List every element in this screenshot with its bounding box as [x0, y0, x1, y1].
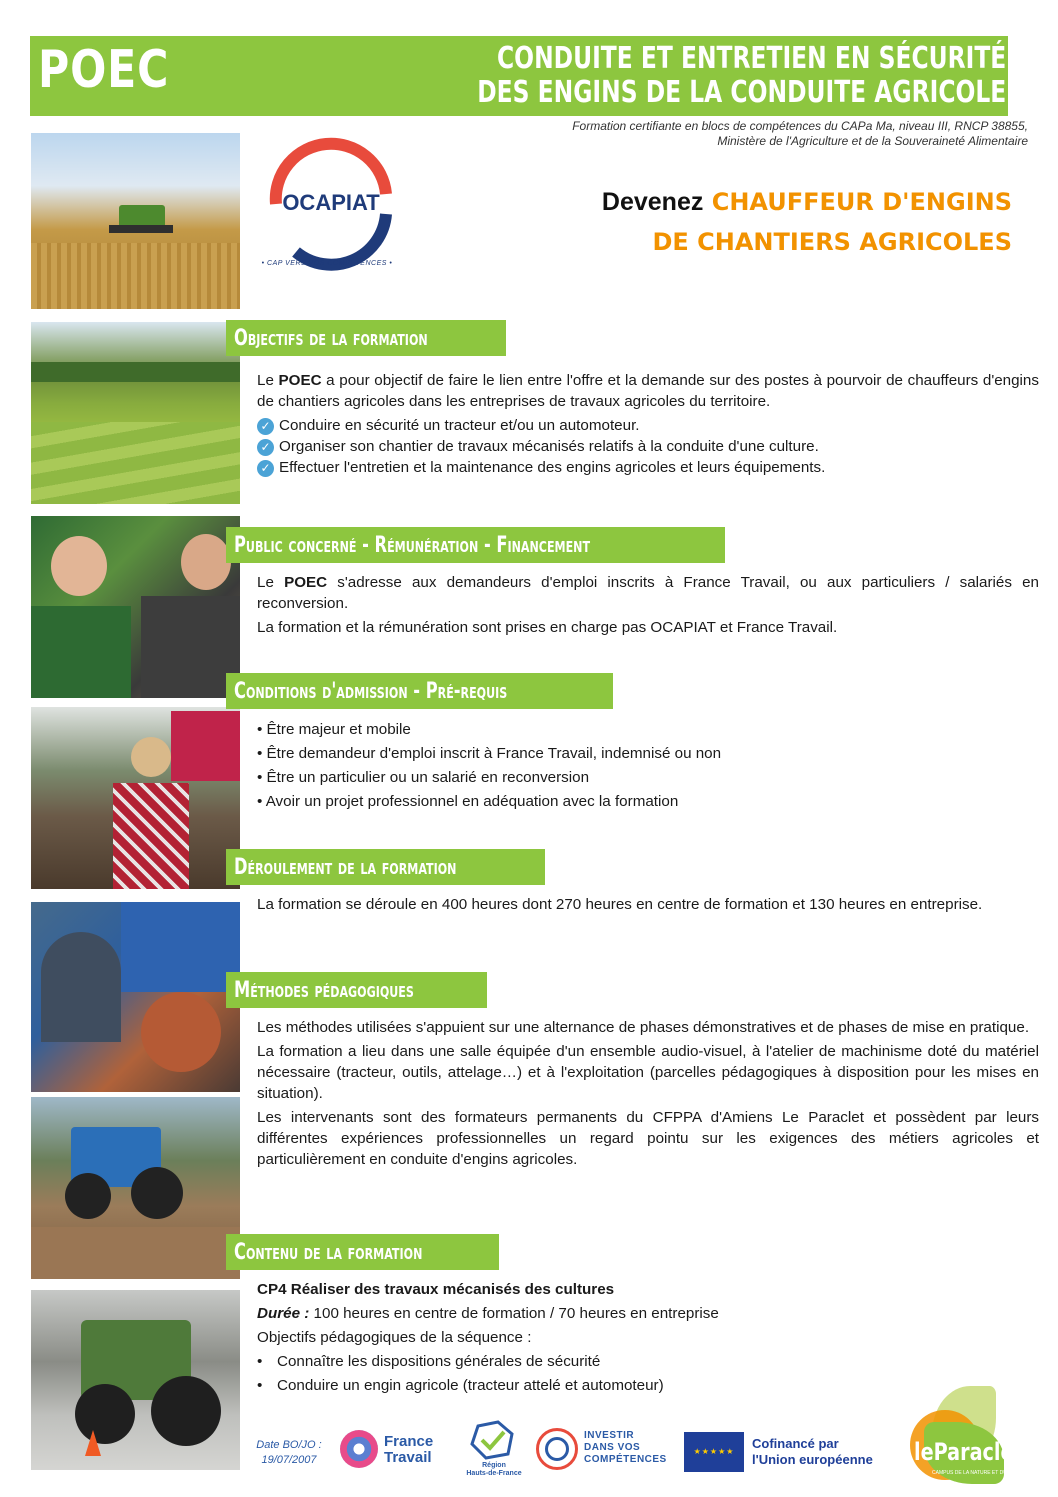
date-label: Date BO/JO : — [256, 1439, 322, 1451]
region-map-icon — [468, 1420, 516, 1460]
region-hdf-logo — [462, 1420, 526, 1480]
photo-girl-tractor — [31, 707, 240, 889]
methodes-p1: Les méthodes utilisées s'appuient sur une alternance de phases démonstratives et de phases de mise en pratique. — [257, 1019, 1030, 1036]
list-item: ✓ Conduire en sécurité un tracteur et/ou un automoteur. — [257, 415, 1039, 436]
photo-landscape — [31, 322, 240, 504]
paraclet-sub: CAMPUS DE LA NATURE ET DU VIVANT — [932, 1470, 1026, 1476]
header-title-line2: DES ENGINS DE LA CONDUITE AGRICOLE — [476, 75, 1006, 110]
list-item: • Être demandeur d'emploi inscrit à France Travail, indemnisé ou non — [257, 745, 722, 762]
photo-workers — [31, 516, 240, 698]
photo-harvester-field — [31, 133, 240, 309]
paraclet-le: le — [914, 1438, 934, 1466]
list-item: • Connaître les dispositions générales de sécurité — [257, 1351, 1039, 1372]
investir-line2: DANS VOS — [584, 1442, 641, 1453]
footer-date — [244, 1438, 334, 1468]
section-contenu-title: Contenu de la formation — [234, 1239, 423, 1265]
section-contenu-header — [226, 1234, 499, 1270]
section-objectifs-body — [257, 370, 1039, 478]
header-title-line1: CONDUITE ET ENTRETIEN EN SÉCURITÉ — [496, 41, 1006, 76]
public-p2: La formation et la rémunération sont prises en charge pas OCAPIAT et France Travail. — [257, 619, 838, 636]
section-conditions-title: Conditions d'admission - Pré-requis — [234, 678, 508, 704]
section-deroulement-title: Déroulement de la formation — [234, 854, 457, 880]
subtitle-line2: Ministère de l'Agriculture et de la Souveraineté Alimentaire — [717, 134, 1028, 148]
headline-line1: CHAUFFEUR D'ENGINS — [711, 188, 1012, 216]
eu-logo — [684, 1420, 894, 1480]
section-methodes-header — [226, 972, 487, 1008]
contenu-cp4: CP4 Réaliser des travaux mécanisés des cultures — [257, 1281, 615, 1298]
eu-line1: Cofinancé par — [752, 1436, 839, 1451]
investir-line1: INVESTIR — [584, 1430, 635, 1441]
date-value: 19/07/2007 — [261, 1454, 317, 1466]
france-travail-logo — [336, 1420, 446, 1480]
headline-devenez: Devenez — [601, 188, 704, 216]
investir-logo — [532, 1420, 682, 1480]
list-item: ✓ Organiser son chantier de travaux mécanisés relatifs à la conduite d'une culture. — [257, 436, 1039, 457]
france-travail-line1: France — [384, 1433, 434, 1450]
section-public-header — [226, 527, 725, 563]
paraclet-logo — [896, 1386, 1024, 1486]
subtitle-line1: Formation certifiante en blocs de compétences du CAPa Ma, niveau III, RNCP 38855, — [572, 119, 1028, 133]
section-methodes-title: Méthodes pédagogiques — [234, 977, 414, 1003]
list-item: • Être un particulier ou un salarié en reconversion — [257, 769, 590, 786]
poec-bold: POEC — [278, 372, 322, 389]
header-title — [477, 42, 1006, 110]
check-icon: ✓ — [257, 460, 274, 477]
contenu-duree: Durée : 100 heures en centre de formation / 70 heures en entreprise — [257, 1305, 719, 1322]
section-conditions-body — [257, 719, 1039, 812]
deroulement-p1: La formation se déroule en 400 heures dont 270 heures en centre de formation et 130 heures en entreprise. — [257, 896, 983, 913]
section-deroulement-header — [226, 849, 545, 885]
methodes-p3: Les intervenants sont des formateurs permanents du CFPPA d'Amiens Le Paraclet et possèdent par leurs différentes expériences professionnelles un regard pointu sur les exigences des métiers agricoles et particulièrement en conduite d'engins agricoles. — [257, 1109, 1039, 1168]
list-item: • Être majeur et mobile — [257, 721, 411, 738]
poec-title: POEC — [38, 40, 170, 100]
objectifs-intro: Le POEC a pour objectif de faire le lien entre l'offre et la demande sur des postes à pourvoir de chauffeurs d'engins de chantiers agricoles dans les entreprises de travaux agricoles du territoire. — [257, 372, 1039, 410]
list-item: ✓ Effectuer l'entretien et la maintenance des engins agricoles et leurs équipements. — [257, 457, 1039, 478]
region-line2: Hauts-de-France — [466, 1470, 522, 1477]
section-objectifs-title: Objectifs de la formation — [234, 325, 428, 351]
section-contenu-body — [257, 1279, 1039, 1396]
region-line1: Région — [482, 1462, 506, 1469]
section-public-title: Public concerné - Rémunération - Financement — [234, 532, 591, 558]
headline-line2: DE CHANTIERS AGRICOLES — [652, 228, 1012, 256]
photo-fendt-tractor — [31, 1290, 240, 1470]
section-conditions-header — [226, 673, 613, 709]
ocapiat-logo — [256, 134, 406, 274]
conditions-list — [257, 719, 1039, 812]
objectifs-list — [257, 415, 1039, 478]
list-item: • Avoir un projet professionnel en adéquation avec la formation — [257, 793, 679, 810]
section-public-body — [257, 572, 1039, 641]
check-icon: ✓ — [257, 418, 274, 435]
public-p1: Le POEC s'adresse aux demandeurs d'emploi inscrits à France Travail, ou aux particuliers / salariés en reconversion. — [257, 574, 1039, 612]
methodes-p2: La formation a lieu dans une salle équipée d'un ensemble audio-visuel, à l'atelier de machinisme doté du matériel nécessaire (tracteur, outils, attelage…) et à l'exploitation (parcelles pédagogiques à disposition pour les mises en situation). — [257, 1043, 1039, 1102]
eu-line2: l'Union européenne — [752, 1452, 873, 1467]
section-methodes-body — [257, 1017, 1039, 1173]
investir-line3: COMPÉTENCES — [584, 1454, 667, 1465]
headline — [602, 182, 1012, 262]
france-travail-icon — [340, 1430, 378, 1468]
photo-tractor-field — [31, 1097, 240, 1279]
check-icon: ✓ — [257, 439, 274, 456]
republique-seal-icon — [536, 1428, 578, 1470]
photo-mechanic — [31, 902, 240, 1092]
france-travail-line2: Travail — [384, 1449, 432, 1466]
ocapiat-tagline: • CAP VERS VOS COMPÉTENCES • — [261, 260, 393, 267]
section-deroulement-body — [257, 894, 1039, 918]
list-item: • Conduire un engin agricole (tracteur attelé et automoteur) — [257, 1375, 1039, 1396]
poec-bold: POEC — [284, 574, 328, 591]
header-subtitle — [572, 119, 1028, 149]
section-objectifs-header — [226, 320, 506, 356]
ocapiat-name: OCAPIAT — [282, 190, 380, 215]
eu-flag-icon: ★★★★★ — [684, 1432, 744, 1472]
contenu-objectifs-label: Objectifs pédagogiques de la séquence : — [257, 1329, 532, 1346]
paraclet-name: Paraclet — [933, 1438, 1023, 1466]
